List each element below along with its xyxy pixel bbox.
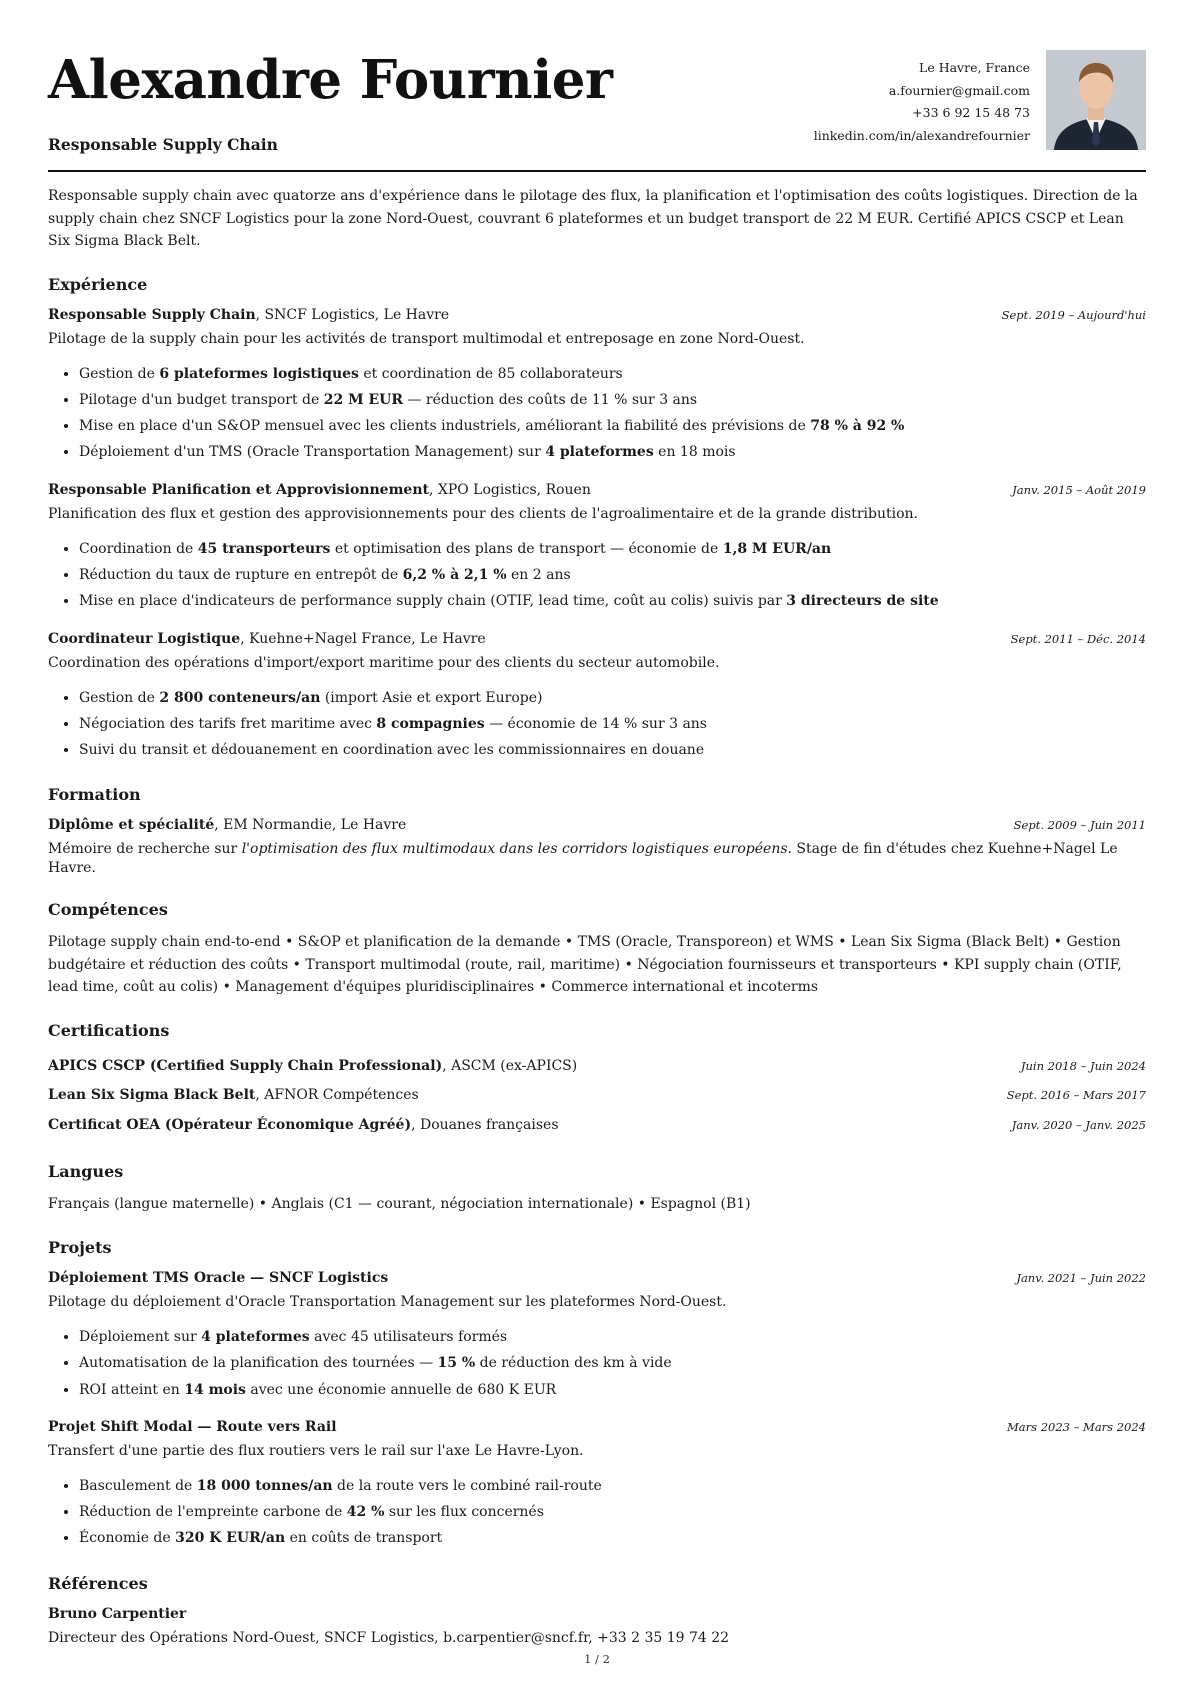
bullet-item: • Réduction de l'empreinte carbone de 42 % sur les flux concernés <box>79 1499 1146 1525</box>
entry-role: Coordinateur Logistique <box>48 630 241 647</box>
bullet-item: • Coordination de 45 transporteurs et optimisation des plans de transport — économie de 1,8 M EUR/an <box>79 536 1146 562</box>
contact-block <box>814 57 1030 147</box>
candidate-name: Alexandre Fournier <box>48 49 613 111</box>
resume-page <box>48 0 1146 1683</box>
entry-org: , Kuehne+Nagel France, Le Havre <box>240 630 486 647</box>
section-title-languages: Langues <box>48 1162 124 1182</box>
entry-role: Déploiement TMS Oracle — SNCF Logistics <box>48 1269 389 1286</box>
contact-linkedin[interactable]: linkedin.com/in/alexandrefournier <box>813 127 1030 143</box>
contact-location: Le Havre, France <box>919 60 1030 75</box>
bullet-item: • Mise en place d'indicateurs de performance supply chain (OTIF, lead time, coût au colis) suivis par 3 directeurs de site <box>79 588 1146 614</box>
profile-photo-image <box>1046 50 1146 150</box>
entry-bullets <box>48 1324 1146 1403</box>
entry-date: Janv. 2015 – Août 2019 <box>1012 482 1146 497</box>
education-entry <box>48 816 1146 878</box>
bullet-item: • Réduction du taux de rupture en entrepôt de 6,2 % à 2,1 % en 2 ans <box>79 562 1146 588</box>
bullet-item: • Automatisation de la planification des tournées — 15 % de réduction des km à vide <box>79 1350 1146 1376</box>
entry-role: Projet Shift Modal — Route vers Rail <box>48 1418 337 1435</box>
profile-photo <box>1046 50 1146 150</box>
reference-name: Bruno Carpentier <box>48 1605 187 1622</box>
contact-phone: +33 6 92 15 48 73 <box>912 105 1030 120</box>
certification-item: Certificat OEA (Opérateur Économique Agréé), Douanes françaises Janv. 2020 – Janv. 2025 <box>48 1111 1146 1141</box>
bullet-item: • Économie de 320 K EUR/an en coûts de transport <box>79 1525 1146 1551</box>
entry-description: Pilotage de la supply chain pour les activités de transport multimodal et entreposage en zone Nord-Ouest. <box>48 330 805 347</box>
header-divider <box>48 170 1146 172</box>
certification-item: Lean Six Sigma Black Belt, AFNOR Compétences Sept. 2016 – Mars 2017 <box>48 1081 1146 1111</box>
entry-date: Janv. 2021 – Juin 2022 <box>1016 1270 1146 1285</box>
summary: Responsable supply chain avec quatorze ans d'expérience dans le pilotage des flux, la planification et l'optimisation des coûts logistiques. Direction de la supply chain chez SNCF Logistics pour la zone Nord-Ouest, couvrant 6 plateformes et un budget transport de 22 M EUR. Certifié APICS CSCP et Lean Six Sigma Black Belt. <box>48 188 1138 249</box>
project-entry <box>48 1418 1146 1552</box>
entry-role: Responsable Planification et Approvisionnement <box>48 481 429 498</box>
bullet-item: • Déploiement d'un TMS (Oracle Transportation Management) sur 4 plateformes en 18 mois <box>79 439 1146 465</box>
entry-bullets <box>48 685 1146 764</box>
entry-org: , EM Normandie, Le Havre <box>214 817 407 834</box>
entry-description: Mémoire de recherche sur l'optimisation des flux multimodaux dans les corridors logistiques européens. Stage de fin d'études chez Kuehne+Nagel Le Havre. <box>48 841 1118 877</box>
entry-date: Sept. 2019 – Aujourd'hui <box>1001 307 1146 322</box>
bullet-item: • Déploiement sur 4 plateformes avec 45 utilisateurs formés <box>79 1324 1146 1350</box>
section-title-certifications: Certifications <box>48 1020 170 1040</box>
certification-item: APICS CSCP (Certified Supply Chain Professional), ASCM (ex-APICS) Juin 2018 – Juin 2024 <box>48 1052 1146 1082</box>
contact-email[interactable]: a.fournier@gmail.com <box>888 82 1030 98</box>
entry-date: Sept. 2011 – Déc. 2014 <box>1010 631 1146 646</box>
section-title-experience: Expérience <box>48 274 148 294</box>
entry-description: Pilotage du déploiement d'Oracle Transportation Management sur les plateformes Nord-Ouest. <box>48 1293 727 1310</box>
entry-description: Transfert d'une partie des flux routiers vers le rail sur l'axe Le Havre-Lyon. <box>48 1442 584 1459</box>
resume-body <box>48 185 1146 1648</box>
bullet-item: • Pilotage d'un budget transport de 22 M EUR — réduction des coûts de 11 % sur 3 ans <box>79 387 1146 413</box>
certifications-list <box>48 1052 1146 1141</box>
section-title-projects: Projets <box>48 1237 112 1257</box>
bullet-item: • Basculement de 18 000 tonnes/an de la route vers le combiné rail-route <box>79 1473 1146 1499</box>
bullet-item: • Mise en place d'un S&OP mensuel avec les clients industriels, améliorant la fiabilité des prévisions de 78 % à 92 % <box>79 413 1146 439</box>
entry-role: Responsable Supply Chain <box>48 306 256 323</box>
entry-org: , SNCF Logistics, Le Havre <box>255 306 450 323</box>
entry-description: Coordination des opérations d'import/export maritime pour des clients du secteur automobile. <box>48 654 720 671</box>
section-title-references: Références <box>48 1573 148 1593</box>
reference-detail: Directeur des Opérations Nord-Ouest, SNCF Logistics, b.carpentier@sncf.fr, +33 2 35 19 74 22 <box>48 1629 730 1646</box>
section-title-education: Formation <box>48 785 141 805</box>
entry-date: Mars 2023 – Mars 2024 <box>1007 1419 1146 1434</box>
bullet-item: • Gestion de 2 800 conteneurs/an (import Asie et export Europe) <box>79 685 1146 711</box>
languages-list: Français (langue maternelle) • Anglais (C1 — courant, négociation internationale) • Espagnol (B1) <box>48 1196 751 1213</box>
bullet-item: • Négociation des tarifs fret maritime avec 8 compagnies — économie de 14 % sur 3 ans <box>79 711 1146 737</box>
certification-date: Janv. 2020 – Janv. 2025 <box>1011 1117 1146 1132</box>
bullet-item: • Gestion de 6 plateformes logistiques et coordination de 85 collaborateurs <box>79 361 1146 387</box>
candidate-title: Responsable Supply Chain <box>48 135 278 154</box>
bullet-item: • Suivi du transit et dédouanement en coordination avec les commissionnaires en douane <box>79 737 1146 763</box>
entry-description: Planification des flux et gestion des approvisionnements pour des clients de l'agroalimentaire et de la grande distribution. <box>48 505 918 522</box>
experience-entry <box>48 306 1146 466</box>
skills-list: Pilotage supply chain end-to-end • S&OP et planification de la demande • TMS (Oracle, Transporeon) et WMS • Lean Six Sigma (Black Belt) • Gestion budgétaire et réduction des coûts • Transport multimodal (route, rail, maritime) • Négociation fournisseurs et transporteurs • KPI supply chain (OTIF, lead time, coût au colis) • Management d'équipes pluridisciplinaires • Commerce international et incoterms <box>48 934 1122 996</box>
bullet-item: • ROI atteint en 14 mois avec une économie annuelle de 680 K EUR <box>79 1377 1146 1403</box>
certification-date: Juin 2018 – Juin 2024 <box>1020 1058 1146 1073</box>
entry-role: Diplôme et spécialité <box>48 817 215 834</box>
project-entry <box>48 1269 1146 1403</box>
entry-org: , XPO Logistics, Rouen <box>428 481 591 498</box>
section-title-skills: Compétences <box>48 900 168 920</box>
entry-bullets <box>48 536 1146 615</box>
entry-date: Sept. 2009 – Juin 2011 <box>1013 818 1146 833</box>
certification-date: Sept. 2016 – Mars 2017 <box>1006 1088 1146 1103</box>
experience-entry <box>48 481 1146 615</box>
entry-bullets <box>48 1473 1146 1552</box>
page-number: 1 / 2 <box>584 1652 610 1666</box>
header <box>48 50 1146 170</box>
experience-entry <box>48 630 1146 764</box>
entry-bullets <box>48 361 1146 466</box>
